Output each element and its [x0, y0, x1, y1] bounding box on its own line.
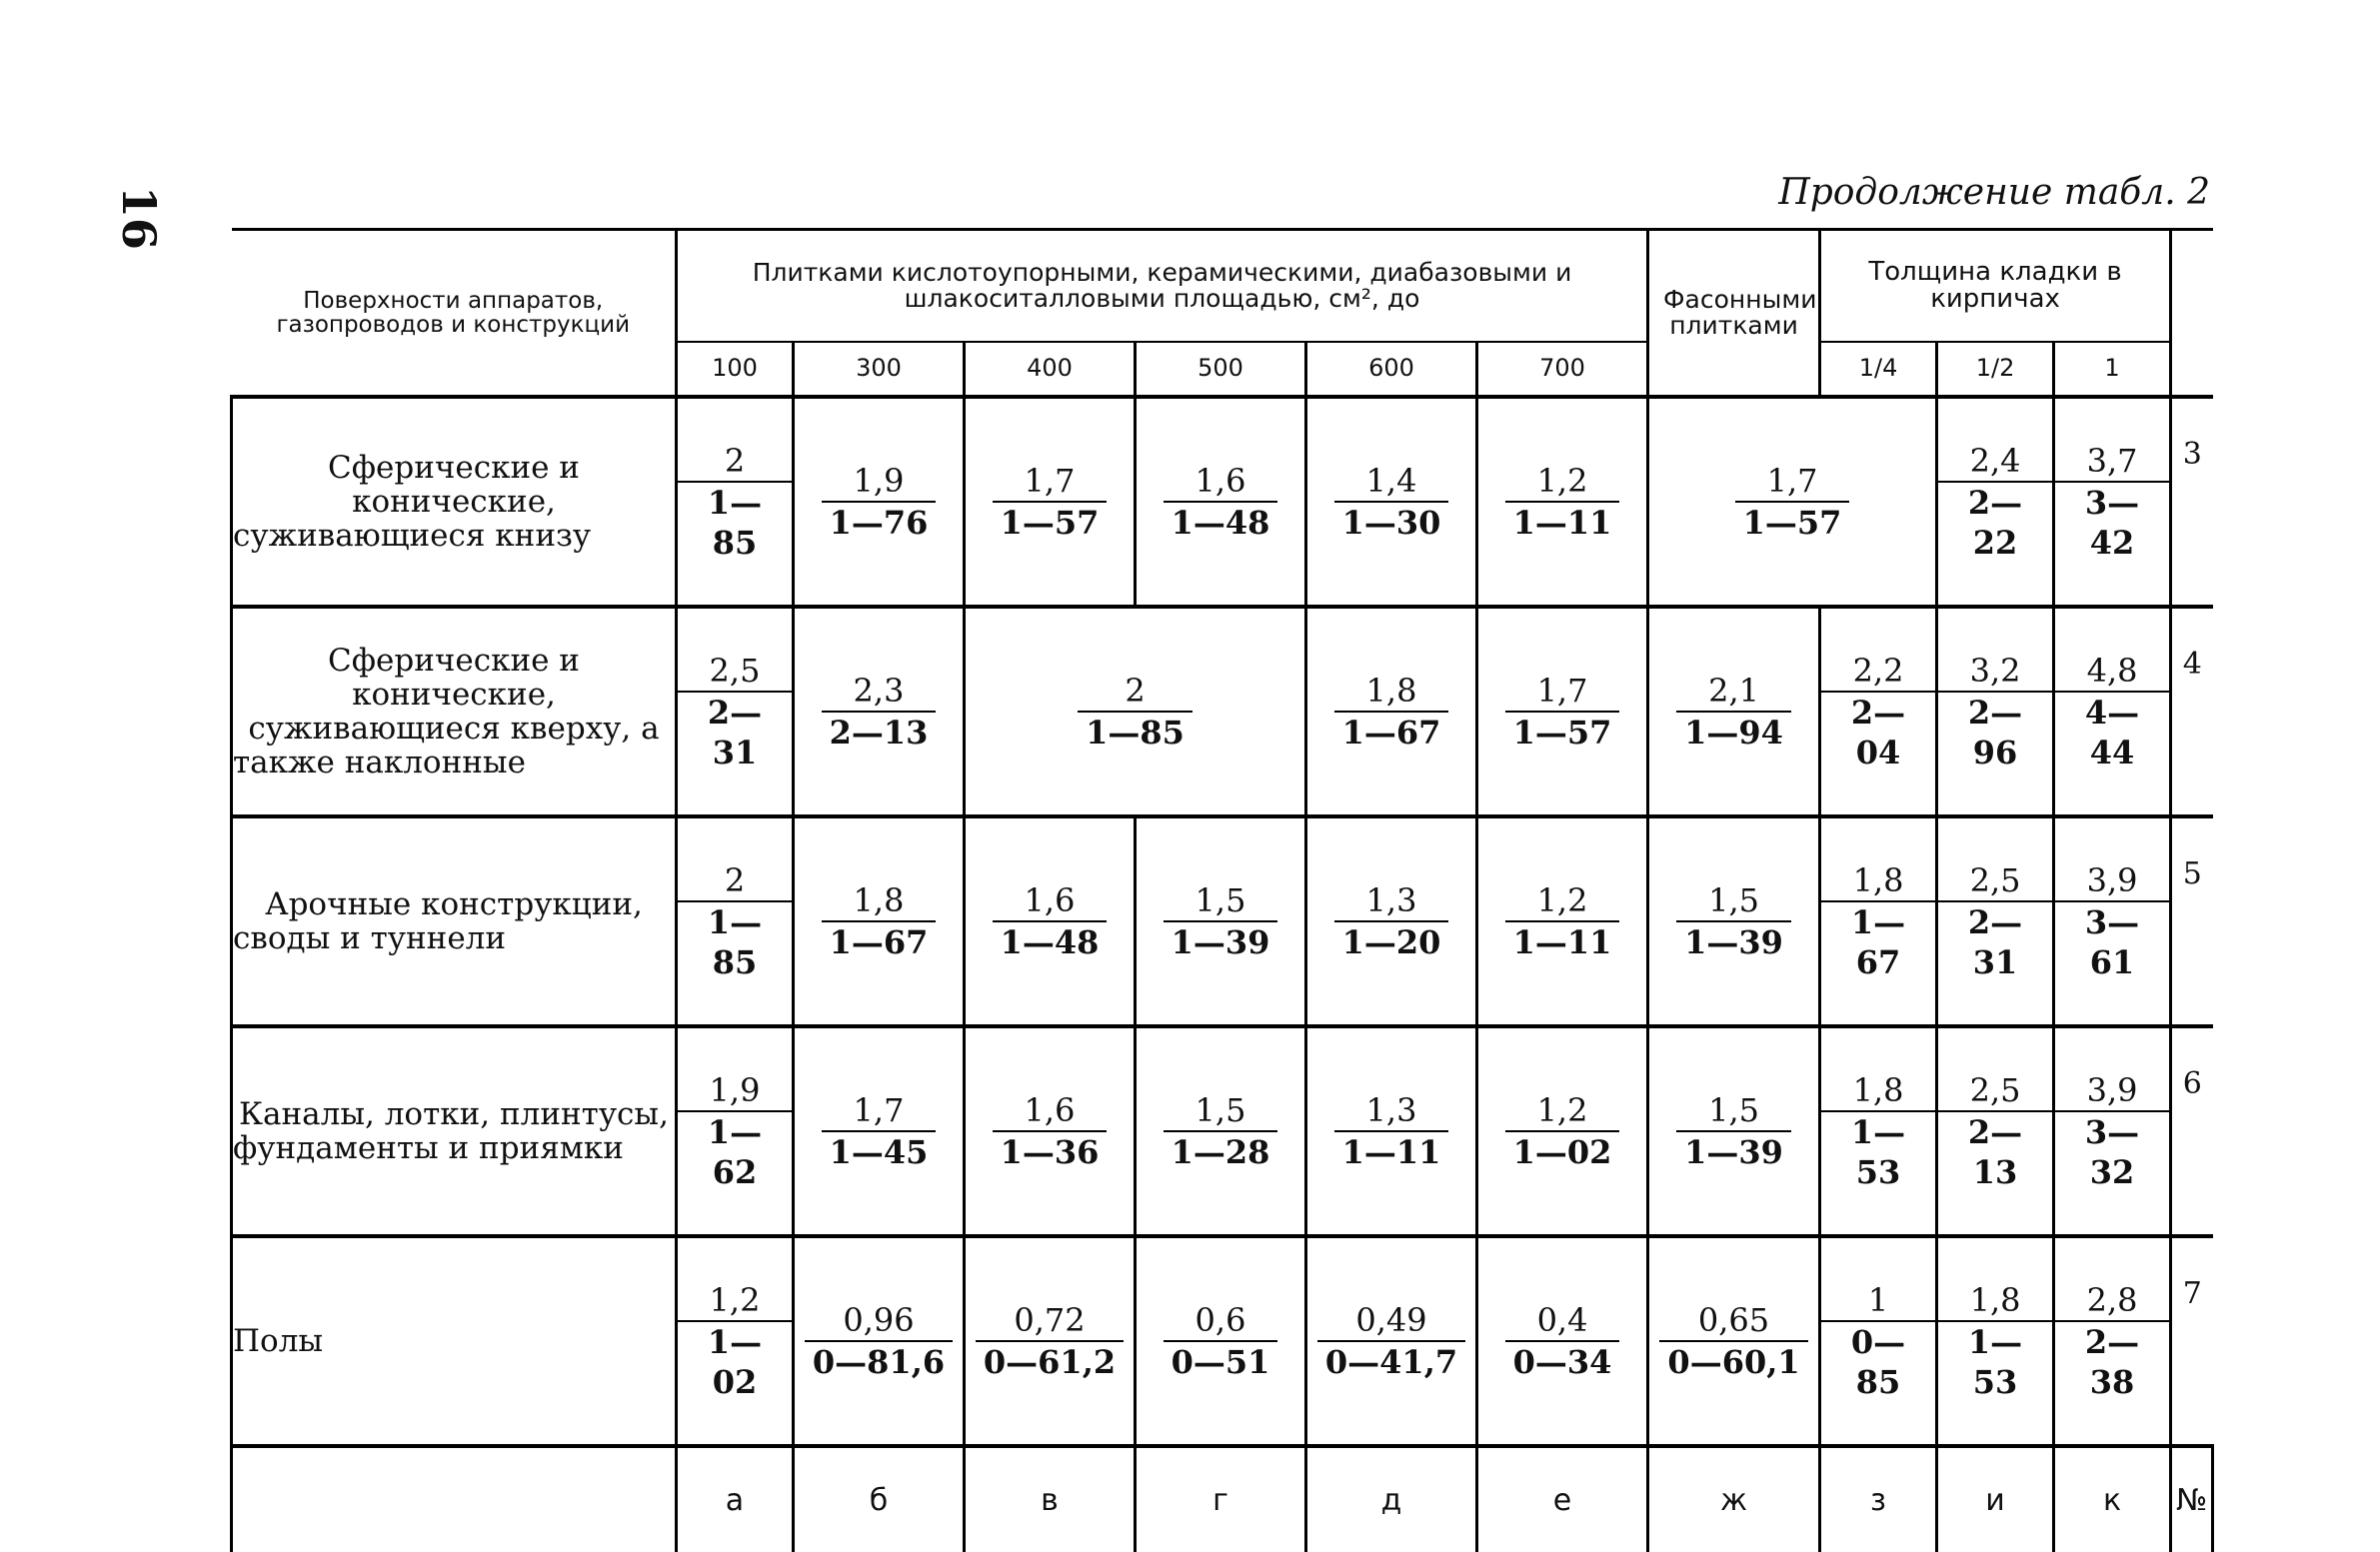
value-cell [1820, 816, 1937, 1026]
fraction [1735, 461, 1850, 543]
fraction-numerator: 1,2 [1505, 461, 1620, 503]
value-cell [2054, 397, 2171, 607]
value-cell [1136, 397, 1306, 607]
fraction-numerator: 1,7 [993, 461, 1108, 503]
table-row [232, 397, 2213, 607]
thickness-header-1: 1/2 [1937, 342, 2054, 397]
tiles-group-header: Плитками кислотоупорными, керамическими, диабазовыми и шлакоситалловыми площадью, см², до [677, 230, 1648, 343]
fraction-numerator: 0,65 [1659, 1300, 1807, 1342]
fraction-denominator: 1—67 [1341, 714, 1441, 752]
value-cell [965, 816, 1136, 1026]
fraction [805, 1300, 953, 1382]
value-cell [2054, 1236, 2171, 1446]
value-cell [794, 397, 965, 607]
value-cell [1820, 607, 1937, 816]
fraction [678, 1280, 792, 1402]
number-symbol: № [2171, 1446, 2213, 1552]
row-number: 4 [2171, 607, 2213, 816]
letters-blank-cell [232, 1446, 677, 1552]
fraction-denominator: 1—39 [1684, 1133, 1783, 1171]
fraction [678, 441, 792, 563]
thickness-header-0: 1/4 [1820, 342, 1937, 397]
fraction-numerator: 1,5 [1164, 880, 1278, 922]
fraction-numerator: 1,6 [993, 880, 1108, 922]
value-cell [1136, 1026, 1306, 1236]
fraction-numerator: 3,2 [1938, 651, 2052, 693]
fraction [993, 1090, 1108, 1172]
fraction-denominator: 1—36 [1000, 1133, 1100, 1171]
fraction [1676, 880, 1791, 962]
column-letter: а [677, 1446, 794, 1552]
fraction-numerator: 1,7 [1505, 671, 1620, 713]
fraction-numerator: 3,7 [2055, 441, 2169, 483]
fraction [822, 671, 937, 753]
value-cell [1648, 1236, 1820, 1446]
fraction-denominator: 2—22 [1967, 484, 2023, 562]
fraction [1334, 1090, 1449, 1172]
fraction-numerator: 0,49 [1317, 1300, 1465, 1342]
table-row [232, 607, 2213, 816]
area-header-400: 400 [965, 342, 1136, 397]
fraction-denominator: 1—20 [1341, 923, 1441, 961]
value-cell [794, 607, 965, 816]
fraction-denominator: 0—51 [1171, 1343, 1270, 1381]
value-cell [677, 1026, 794, 1236]
value-cell [1648, 607, 1820, 816]
fraction-denominator: 1—39 [1171, 923, 1270, 961]
fraction-numerator: 1,8 [1821, 860, 1935, 902]
fraction-denominator: 0—61,2 [983, 1343, 1117, 1381]
table-row [232, 1236, 2213, 1446]
value-cell [1477, 816, 1648, 1026]
fraction [2055, 651, 2169, 773]
value-cell [1648, 1026, 1820, 1236]
column-letter: в [965, 1446, 1136, 1552]
fraction-denominator: 1—57 [1000, 504, 1100, 542]
thickness-header-2: 1 [2054, 342, 2171, 397]
fraction-numerator: 1,8 [1938, 1280, 2052, 1322]
fraction [822, 461, 937, 543]
fraction [1164, 461, 1278, 543]
value-cell [794, 1236, 965, 1446]
fraction-numerator: 1,6 [993, 1090, 1108, 1132]
fraction [822, 1090, 937, 1172]
table-caption: Продолжение табл. 2 [1778, 172, 2210, 213]
fraction-denominator: 1—02 [707, 1323, 763, 1401]
fraction-denominator: 1—62 [707, 1113, 763, 1191]
row-number: 6 [2171, 1026, 2213, 1236]
fraction [678, 1070, 792, 1192]
area-header-700: 700 [1477, 342, 1648, 397]
fraction-numerator: 2,2 [1821, 651, 1935, 693]
fraction-denominator: 1—57 [1512, 714, 1612, 752]
fraction-denominator: 0—60,1 [1667, 1343, 1800, 1381]
value-cell [965, 1236, 1136, 1446]
fraction [1317, 1300, 1465, 1382]
fraction-denominator: 2—04 [1850, 694, 1906, 772]
column-letter: з [1820, 1446, 1937, 1552]
page-number: 16 [112, 186, 166, 251]
value-cell [965, 607, 1306, 816]
value-cell [1937, 816, 2054, 1026]
surface-cell: Арочные конструкции, своды и туннели [232, 816, 677, 1026]
fraction [1505, 461, 1620, 543]
fraction-denominator: 1—11 [1512, 923, 1612, 961]
value-cell [1820, 1236, 1937, 1446]
fraction-denominator: 1—11 [1512, 504, 1612, 542]
surface-cell: Полы [232, 1236, 677, 1446]
value-cell [794, 1026, 965, 1236]
fraction [1164, 1300, 1278, 1382]
fraction-denominator: 2—31 [1967, 903, 2023, 981]
fraction [678, 651, 792, 773]
surface-cell: Сферические и конические, суживающиеся книзу [232, 397, 677, 607]
value-cell [965, 1026, 1136, 1236]
fraction-numerator: 1,7 [822, 1090, 937, 1132]
value-cell [1306, 1236, 1477, 1446]
fraction-numerator: 1,5 [1164, 1090, 1278, 1132]
fraction-denominator: 1—85 [1086, 714, 1185, 752]
value-cell [1306, 397, 1477, 607]
fraction-numerator: 2,5 [678, 651, 792, 693]
fraction [2055, 1070, 2169, 1192]
fraction-numerator: 1,2 [1505, 880, 1620, 922]
fraction-denominator: 1—85 [707, 903, 763, 981]
fraction [822, 880, 937, 962]
fraction-numerator: 1,5 [1676, 880, 1791, 922]
area-header-600: 600 [1306, 342, 1477, 397]
fraction-denominator: 0—81,6 [812, 1343, 946, 1381]
row-number: 5 [2171, 816, 2213, 1026]
fraction-denominator: 0—34 [1512, 1343, 1612, 1381]
value-cell [1648, 397, 1937, 607]
fraction [2055, 1280, 2169, 1402]
value-cell [794, 816, 965, 1026]
value-cell [677, 1236, 794, 1446]
fraction-denominator: 2—13 [829, 714, 929, 752]
fraction [1821, 1280, 1935, 1402]
value-cell [2054, 1026, 2171, 1236]
fraction-denominator: 2—13 [1967, 1113, 2023, 1191]
fraction-denominator: 1—94 [1684, 714, 1783, 752]
fraction-numerator: 3,9 [2055, 860, 2169, 902]
fraction [993, 461, 1108, 543]
value-cell [1477, 1236, 1648, 1446]
value-cell [677, 816, 794, 1026]
fraction-numerator: 1,6 [1164, 461, 1278, 503]
value-cell [1136, 1236, 1306, 1446]
surface-header: Поверхности аппаратов, газопроводов и конструкций [232, 230, 677, 398]
fraction-numerator: 0,4 [1505, 1300, 1620, 1342]
column-letter: и [1937, 1446, 2054, 1552]
value-cell [1306, 816, 1477, 1026]
fraction-denominator: 3—42 [2084, 484, 2140, 562]
fraction-numerator: 3,9 [2055, 1070, 2169, 1112]
row-number: 3 [2171, 397, 2213, 607]
fraction-denominator: 1—85 [707, 484, 763, 562]
fraction-numerator: 2 [1078, 671, 1192, 713]
column-letters-row [232, 1446, 2213, 1552]
fraction [1821, 1070, 1935, 1192]
fraction [976, 1300, 1124, 1382]
value-cell [1477, 607, 1648, 816]
value-cell [1937, 1236, 2054, 1446]
fraction-numerator: 0,72 [976, 1300, 1124, 1342]
value-cell [677, 607, 794, 816]
fraction-denominator: 2—31 [707, 694, 763, 772]
fraction [1334, 880, 1449, 962]
area-header-300: 300 [794, 342, 965, 397]
fraction [2055, 860, 2169, 982]
value-cell [2054, 607, 2171, 816]
fraction [1505, 671, 1620, 753]
fraction [1505, 1300, 1620, 1382]
fraction-numerator: 4,8 [2055, 651, 2169, 693]
fraction-numerator: 1,7 [1735, 461, 1850, 503]
value-cell [1820, 1026, 1937, 1236]
fraction-numerator: 1 [1821, 1280, 1935, 1322]
fraction-numerator: 0,6 [1164, 1300, 1278, 1342]
column-letter: ж [1648, 1446, 1820, 1552]
fraction-denominator: 1—45 [829, 1133, 929, 1171]
fraction-denominator: 1—76 [829, 504, 929, 542]
fraction [678, 860, 792, 982]
fraction-denominator: 1—53 [1850, 1113, 1906, 1191]
fraction-numerator: 1,8 [1821, 1070, 1935, 1112]
fraction [1505, 880, 1620, 962]
fraction [1334, 671, 1449, 753]
column-letter: е [1477, 1446, 1648, 1552]
value-cell [1136, 816, 1306, 1026]
fraction-denominator: 1—57 [1742, 504, 1842, 542]
fraction [1078, 671, 1192, 753]
fraction-numerator: 1,2 [1505, 1090, 1620, 1132]
value-cell [1477, 1026, 1648, 1236]
fraction [1821, 860, 1935, 982]
fraction-numerator: 2 [678, 860, 792, 902]
fraction-denominator: 1—39 [1684, 923, 1783, 961]
fraction [1938, 651, 2052, 773]
fraction [1938, 1280, 2052, 1402]
fraction-denominator: 1—28 [1171, 1133, 1270, 1171]
table-row [232, 816, 2213, 1026]
fraction-denominator: 1—11 [1341, 1133, 1441, 1171]
surface-cell: Каналы, лотки, плинтусы, фундаменты и приямки [232, 1026, 677, 1236]
fraction-denominator: 3—32 [2084, 1113, 2140, 1191]
fraction-denominator: 3—61 [2084, 903, 2140, 981]
fraction-numerator: 1,3 [1334, 880, 1449, 922]
fraction [1938, 860, 2052, 982]
fraction-denominator: 1—53 [1967, 1323, 2023, 1401]
table-row [232, 1026, 2213, 1236]
fraction-denominator: 2—38 [2084, 1323, 2140, 1401]
fraction-numerator: 1,3 [1334, 1090, 1449, 1132]
area-header-100: 100 [677, 342, 794, 397]
masonry-group-header: Толщина кладки в кирпичах [1820, 230, 2171, 343]
fraction-numerator: 1,8 [1334, 671, 1449, 713]
fraction [1164, 1090, 1278, 1172]
row-number: 7 [2171, 1236, 2213, 1446]
fraction-denominator: 1—30 [1341, 504, 1441, 542]
shaped-tiles-header: Фасонными плитками [1648, 230, 1820, 398]
value-cell [1937, 397, 2054, 607]
fraction-denominator: 1—67 [829, 923, 929, 961]
area-header-500: 500 [1136, 342, 1306, 397]
fraction [1334, 461, 1449, 543]
fraction-denominator: 1—48 [1171, 504, 1270, 542]
fraction [1676, 1090, 1791, 1172]
value-cell [1477, 397, 1648, 607]
fraction-numerator: 1,8 [822, 880, 937, 922]
data-table [230, 228, 2214, 1552]
column-letter: г [1136, 1446, 1306, 1552]
fraction-numerator: 2,8 [2055, 1280, 2169, 1322]
fraction-denominator: 1—67 [1850, 903, 1906, 981]
value-cell [1306, 1026, 1477, 1236]
fraction [2055, 441, 2169, 563]
value-cell [1648, 816, 1820, 1026]
fraction-numerator: 1,2 [678, 1280, 792, 1322]
value-cell [1937, 1026, 2054, 1236]
fraction [1659, 1300, 1807, 1382]
fraction-numerator: 1,9 [822, 461, 937, 503]
fraction-numerator: 2,1 [1676, 671, 1791, 713]
value-cell [677, 397, 794, 607]
fraction-denominator: 0—85 [1850, 1323, 1906, 1401]
fraction [1938, 1070, 2052, 1192]
fraction [1164, 880, 1278, 962]
fraction-denominator: 1—48 [1000, 923, 1100, 961]
fraction-numerator: 0,96 [805, 1300, 953, 1342]
fraction-denominator: 0—41,7 [1324, 1343, 1458, 1381]
fraction [1821, 651, 1935, 773]
fraction-numerator: 1,4 [1334, 461, 1449, 503]
column-letter: д [1306, 1446, 1477, 1552]
surface-cell: Сферические и конические, суживающиеся кверху, а также наклонные [232, 607, 677, 816]
fraction-numerator: 2 [678, 441, 792, 483]
column-letter: б [794, 1446, 965, 1552]
fraction-numerator: 2,4 [1938, 441, 2052, 483]
column-letter: к [2054, 1446, 2171, 1552]
fraction-denominator: 4—44 [2084, 694, 2140, 772]
fraction-denominator: 2—96 [1967, 694, 2023, 772]
header-row [232, 230, 2213, 343]
value-cell [1937, 607, 2054, 816]
value-cell [1306, 607, 1477, 816]
fraction-numerator: 1,5 [1676, 1090, 1791, 1132]
fraction [1505, 1090, 1620, 1172]
value-cell [965, 397, 1136, 607]
fraction-numerator: 2,5 [1938, 860, 2052, 902]
number-header-blank [2171, 230, 2213, 398]
fraction-denominator: 1—02 [1512, 1133, 1612, 1171]
fraction-numerator: 1,9 [678, 1070, 792, 1112]
value-cell [2054, 816, 2171, 1026]
fraction [993, 880, 1108, 962]
fraction-numerator: 2,5 [1938, 1070, 2052, 1112]
fraction-numerator: 2,3 [822, 671, 937, 713]
fraction [1938, 441, 2052, 563]
fraction [1676, 671, 1791, 753]
